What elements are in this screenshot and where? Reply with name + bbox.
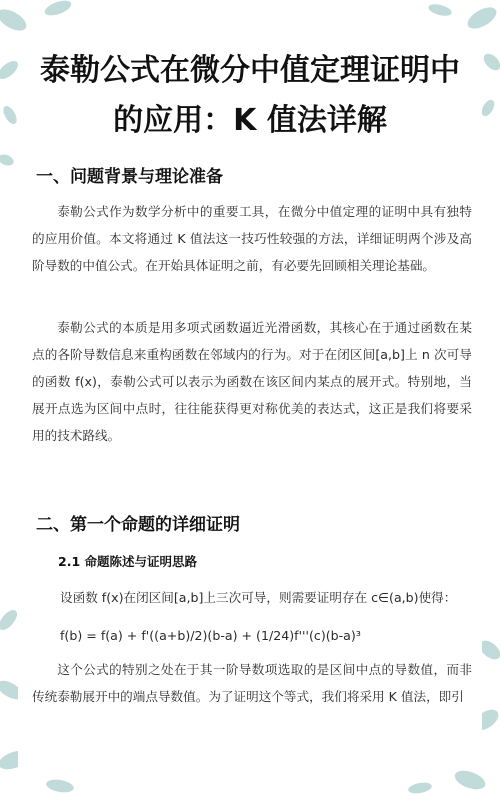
section-1-paragraph-1: 泰勒公式作为数学分析中的重要工具，在微分中值定理的证明中具有独特的应用价值。本文将通过 K 值法这一技巧性较强的方法，详细证明两个涉及高阶导数的中值公式。在开始具体证明之前，有必要先回顾相关理论基础。	[32, 204, 472, 273]
taylor-formula: f(b) = f(a) + f'((a+b)/2)(b-a) + (1/24)f'''(c)(b-a)³	[60, 628, 361, 643]
proposition-statement: 设函数 f(x)在闭区间[a,b]上三次可导，则需要证明存在 c∈(a,b)使得：	[60, 590, 457, 605]
subsection-2-1-heading: 2.1 命题陈述与证明思路	[58, 554, 197, 569]
section-2-paragraph-1: 这个公式的特别之处在于其一阶导数项选取的是区间中点的导数值，而非传统泰勒展开中的端点导数值。为了证明这个等式，我们将采用 K 值法，即引	[32, 662, 472, 704]
section-1-paragraph-2: 泰勒公式的本质是用多项式函数逼近光滑函数，其核心在于通过函数在某点的各阶导数信息来重构函数在邻域内的行为。对于在闭区间[a,b]上 n 次可导的函数 f(x)，泰勒公式可以表示为函数在该区间内某点的展开式。特别地，当展开点选为区间中点时，往往能获得更对称优美的表达式，这正是我们将要采用的技术路线。	[32, 320, 472, 443]
section-1-heading: 一、问题背景与理论准备	[36, 167, 223, 187]
document-page	[18, 34, 482, 770]
document-title: 泰勒公式在微分中值定理证明中的应用：K 值法详解	[40, 53, 460, 138]
section-2-heading: 二、第一个命题的详细证明	[36, 515, 240, 535]
